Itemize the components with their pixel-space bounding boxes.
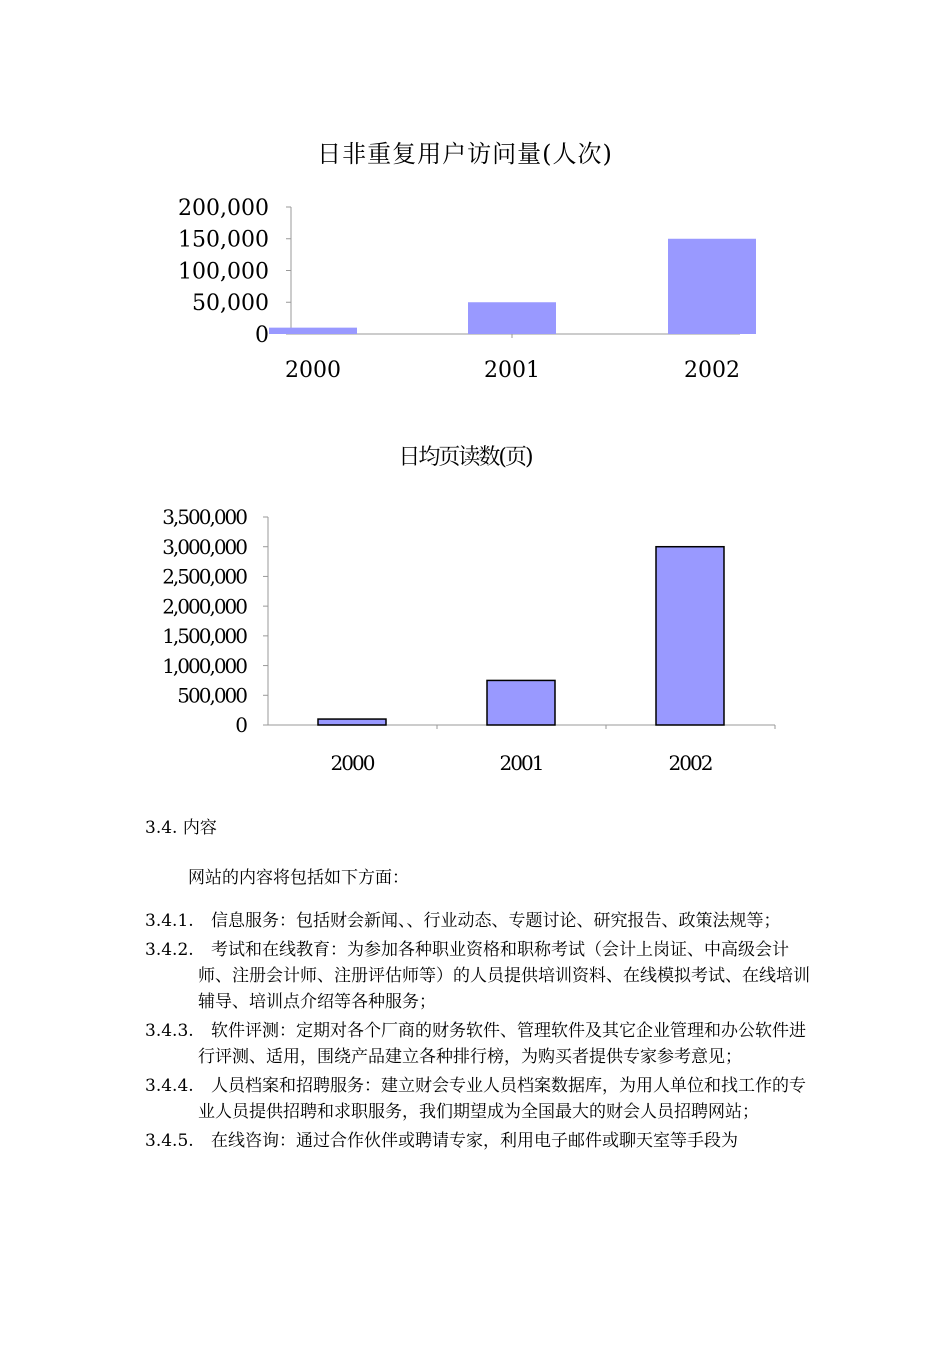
y-tick-label: 50,000 (192, 291, 269, 317)
y-tick-label: 150,000 (178, 227, 269, 253)
chart-title: 日均页读数(页) (398, 445, 532, 470)
item-number: 3.4.2. (145, 940, 194, 960)
x-tick-label: 2002 (668, 751, 712, 775)
content-list (0, 908, 950, 1157)
item-number: 3.4.5. (145, 1131, 194, 1151)
bar (656, 547, 724, 725)
item-number: 3.4.4. (145, 1076, 194, 1096)
bar (269, 328, 357, 334)
list-item (0, 937, 950, 1015)
y-tick-label: 0 (255, 322, 269, 348)
y-tick-label: 500,000 (177, 683, 246, 708)
chart-plot (0, 430, 950, 790)
item-number: 3.4.3. (145, 1021, 194, 1041)
y-tick-label: 1,500,000 (162, 624, 246, 649)
item-title: 人员档案和招聘服务： (211, 1076, 381, 1096)
section-heading: 3.4. 内容 (145, 818, 217, 838)
list-item (0, 1128, 950, 1154)
x-tick-label: 2002 (684, 358, 740, 383)
item-number: 3.4.1. (145, 911, 194, 931)
item-text: 通过合作伙伴或聘请专家，利用电子邮件或聊天室等手段为 (296, 1131, 738, 1151)
bar (487, 680, 555, 725)
bar (468, 302, 556, 334)
y-tick-label: 0 (235, 713, 246, 738)
list-item (0, 908, 950, 934)
chart-title: 日非重复用户访问量(人次) (317, 140, 613, 168)
x-tick-label: 2001 (484, 358, 540, 383)
item-title: 信息服务： (211, 911, 296, 931)
y-tick-label: 1,000,000 (162, 653, 246, 678)
y-tick-label: 100,000 (178, 259, 269, 285)
item-title: 在线咨询： (211, 1131, 296, 1151)
x-tick-label: 2001 (499, 751, 543, 775)
item-text: 定期对各个厂商的财务软件、管理软件及其它企业管理和办公软件进行评测、适用，围绕产品建立各种排行榜，为购买者提供专家参考意见； (198, 1021, 806, 1067)
chart-daily-unique-visitors (0, 120, 950, 400)
chart-daily-page-views (0, 430, 950, 790)
y-tick-label: 2,000,000 (162, 594, 246, 619)
section-intro: 网站的内容将包括如下方面： (188, 868, 409, 888)
y-tick-label: 2,500,000 (162, 564, 246, 589)
bar (668, 239, 756, 334)
x-tick-label: 2000 (285, 358, 341, 383)
item-text: 包括财会新闻、、行业动态、专题讨论、研究报告、政策法规等； (296, 911, 781, 931)
item-title: 考试和在线教育： (211, 940, 347, 960)
y-tick-label: 200,000 (178, 195, 269, 221)
item-text: 为参加各种职业资格和职称考试（会计上岗证、中高级会计师、注册会计师、注册评估师等）的人员提供培训资料、在线模拟考试、在线培训辅导、培训点介绍等各种服务； (198, 940, 810, 1012)
item-title: 软件评测： (211, 1021, 296, 1041)
item-text: 建立财会专业人员档案数据库，为用人单位和找工作的专业人员提供招聘和求职服务，我们期望成为全国最大的财会人员招聘网站； (198, 1076, 806, 1122)
list-item (0, 1073, 950, 1125)
y-tick-label: 3,500,000 (162, 505, 246, 530)
x-tick-label: 2000 (330, 751, 374, 775)
list-item (0, 1018, 950, 1070)
y-tick-label: 3,000,000 (162, 534, 246, 559)
chart-plot (0, 120, 950, 400)
bar (318, 719, 386, 725)
